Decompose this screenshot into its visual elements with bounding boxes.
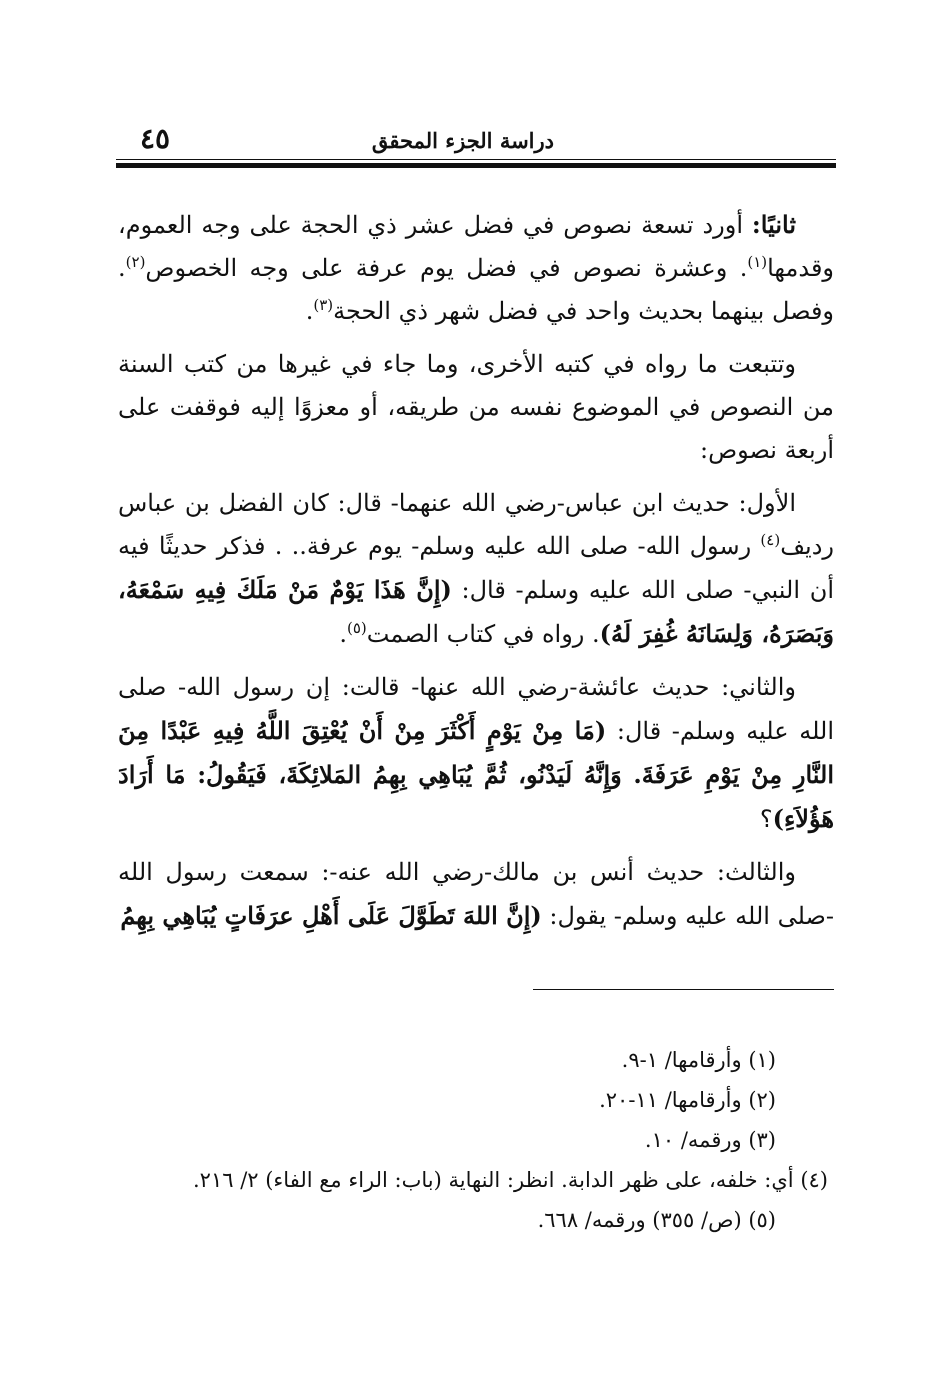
page-number: ٤٥ [140, 122, 171, 155]
footnote-2: (٢) وأرقامها/ ١١-٢٠. [599, 1088, 776, 1112]
paragraph-first-hadith: الأول: حديث ابن عباس-رضي الله عنهما- قال: كان الفضل بن عباس رديف$^{(٤)}$ رسول الله- صلى الله عليه وسلم- يوم عرفة.. . فذكر حديثًا فيه أن النبي- صلى الله عليه وسلم- قال: (إِنَّ هَذَا يَوْمٌ مَنْ مَلَكَ فِيهِ سَمْعَهُ، وَبَصَرَهُ، وَلِسَانَهُ غُفِرَ لَهُ). رواه في كتاب الصمت$^{(٥)}$. [118, 489, 834, 648]
header-rule-thick [116, 163, 836, 168]
footnote-1: (١) وأرقامها/ ١-٩. [621, 1048, 776, 1072]
running-title: دراسة الجزء المحقق [371, 128, 554, 153]
footnote-ref-2[interactable]: (٢) [125, 253, 146, 271]
paragraph-third-hadith: والثالث: حديث أنس بن مالك-رضي الله عنه-: سمعت رسول الله -صلى الله عليه وسلم- يقول: (إِنَّ اللهَ تَطَوَّلَ عَلَى أَهْلِ عرَفَاتٍ يُبَاهِي بِهِمُ [118, 858, 834, 930]
footnote-ref-5[interactable]: (٥) [347, 619, 367, 637]
footnotes [118, 1040, 828, 1240]
footnote-3: (٣) ورقمه/ ١٠. [644, 1128, 776, 1152]
main-text [118, 203, 834, 948]
footnote-ref-1[interactable]: (١) [747, 253, 768, 271]
footnote-4: (٤) أي: خلفه، على ظهر الدابة. انظر: النهاية (باب: الراء مع الفاء) ٢/ ٢١٦. [192, 1168, 828, 1192]
footnote-ref-3[interactable]: (٣) [313, 296, 334, 314]
hadith-quote: (إِنَّ هَذَا يَوْمٌ مَنْ مَلَكَ فِيهِ سَمْعَهُ، وَبَصَرَهُ، وَلِسَانَهُ غُفِرَ لَهُ) [118, 575, 834, 648]
paragraph-second-hadith: والثاني: حديث عائشة-رضي الله عنها- قالت: إن رسول الله- صلى الله عليه وسلم- قال: (مَا مِنْ يَوْمٍ أَكْثَرَ مِنْ أَنْ يُعْتِقَ اللَّهُ فِيهِ عَبْدًا مِنَ النَّارِ مِنْ يَوْمِ عَرَفَةَ. وَإِنَّهُ لَيَدْنُو، ثُمَّ يُبَاهِي بِهِمُ المَلائِكَةَ، فَيَقُولُ: مَا أَرَادَ هَؤُلاَءِ)؟ [118, 673, 835, 833]
footnote-separator [533, 989, 834, 990]
footnote-ref-4[interactable]: (٤) [760, 531, 781, 549]
paragraph-overview: ثانيًا: أورد تسعة نصوص في فضل عشر ذي الحجة على وجه العموم، وقدمها$^{(١)}$. وعشرة نصوص في فضل يوم عرفة على وجه الخصوص$^{(٢)}$. وفصل بينهما بحديث واحد في فضل شهر ذي الحجة$^{(٣)}$. [118, 210, 834, 325]
paragraph-lead: ثانيًا: [751, 210, 797, 239]
paragraph-survey: وتتبعت ما رواه في كتبه الأخرى، وما جاء في غيرها من كتب السنة من النصوص في الموضوع نفسه من طريقه، أو معزوًا إليه فوقفت على أربعة نصوص: [118, 350, 835, 464]
hadith-quote: (مَا مِنْ يَوْمٍ أَكْثَرَ مِنْ أَنْ يُعْتِقَ اللَّهُ فِيهِ عَبْدًا مِنَ النَّارِ مِنْ يَوْمِ عَرَفَةَ. وَإِنَّهُ لَيَدْنُو، ثُمَّ يُبَاهِي بِهِمُ المَلائِكَةَ، فَيَقُولُ: مَا أَرَادَ هَؤُلاَءِ) [118, 716, 834, 833]
page-header [118, 118, 836, 158]
header-rule-thin [116, 159, 836, 160]
footnote-5: (٥) (ص/ ٣٥٥) ورقمه/ ٦٦٨. [537, 1208, 776, 1232]
hadith-quote: (إِنَّ اللهَ تَطَوَّلَ عَلَى أَهْلِ عرَفَاتٍ يُبَاهِي بِهِمُ [120, 901, 542, 930]
